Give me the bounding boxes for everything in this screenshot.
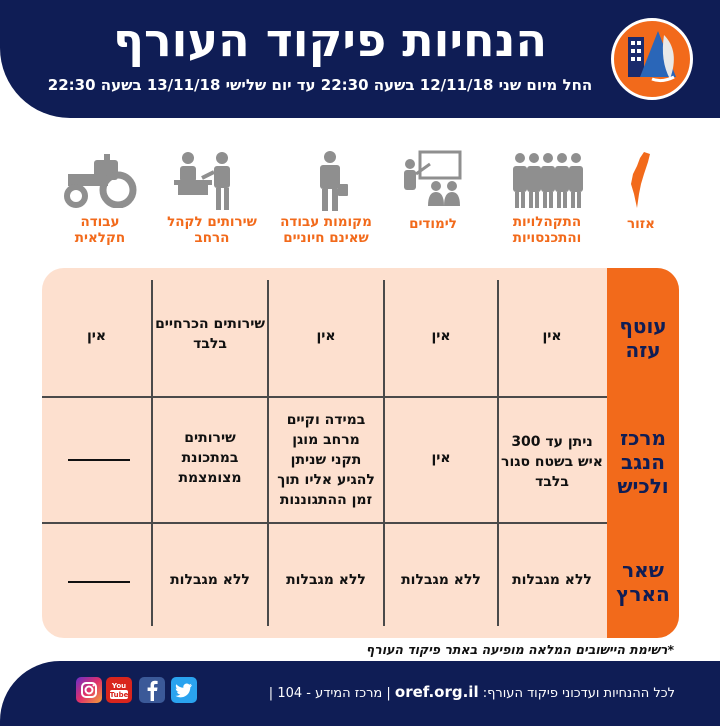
footer-prefix: לכל ההנחיות ועדכוני פיקוד העורף:: [482, 686, 675, 701]
crowd-icon: [508, 150, 588, 216]
cell-rest-public-services: ללא מגבלות: [170, 572, 250, 588]
cell-gaza-public-services: שירותים הכרחיים בלבד: [155, 316, 265, 352]
instagram-icon[interactable]: [76, 677, 102, 703]
page-subtitle: החל מיום שני 12/11/18 בשעה 22:30 עד יום שלישי 13/11/18 בשעה 22:30: [47, 76, 593, 94]
col-label-gatherings: התקהלויות והתכנסויות: [512, 214, 582, 246]
row-label-central-negev-lachish: מרכז הנגב ולכיש: [617, 426, 669, 498]
cell-gaza-workplaces: אין: [316, 328, 336, 344]
cell-rest-agriculture-dash: [68, 581, 130, 583]
svg-text:You: You: [111, 682, 127, 690]
footer-info-center: | מרכז המידע - 104 |: [268, 686, 391, 701]
grid-divider: [42, 396, 607, 398]
cell-gaza-gatherings: אין: [542, 328, 562, 344]
youtube-icon[interactable]: [106, 677, 132, 703]
col-label-education: לימודים: [409, 216, 457, 232]
cell-negev-workplaces: במידה וקיים מרחב מוגן תקני שניתן להגיע אליו תוך זמן ההתגוננות: [277, 412, 375, 508]
footnote: *רשימת היישובים המלאה מופיעה באתר פיקוד העורף: [365, 642, 674, 657]
cell-rest-gatherings: ללא מגבלות: [512, 572, 592, 588]
col-label-agriculture: עבודה חקלאית: [74, 214, 126, 246]
guidelines-table: [42, 268, 679, 638]
twitter-icon[interactable]: [171, 677, 197, 703]
logo-emblem-icon: [614, 21, 690, 97]
tractor-icon: [60, 152, 138, 212]
worker-briefcase-icon: [312, 150, 348, 216]
home-front-command-logo: [611, 18, 693, 100]
cell-negev-education: אין: [431, 450, 451, 466]
cell-negev-agriculture-dash: [68, 459, 130, 461]
row-label-rest-of-country: שאר הארץ: [616, 558, 670, 606]
grid-divider: [42, 522, 607, 524]
col-label-area: אזור: [627, 216, 655, 232]
public-services-icon: [174, 150, 238, 214]
cell-negev-public-services: שירותים במתכונת מצומצמת: [178, 430, 242, 486]
row-label-gaza-envelope: עוטף עזה: [619, 314, 667, 362]
cell-gaza-agriculture: אין: [86, 328, 107, 344]
footer-text: [255, 682, 675, 704]
cell-rest-workplaces: ללא מגבלות: [286, 572, 366, 588]
svg-text:Tube: Tube: [109, 691, 129, 699]
israel-map-icon: [624, 150, 658, 214]
col-label-workplaces: מקומות עבודה שאינם חיוניים: [280, 214, 372, 246]
footer-url-link[interactable]: oref.org.il: [394, 683, 479, 701]
page-title: הנחיות פיקוד העורף: [112, 13, 548, 67]
facebook-icon[interactable]: [139, 677, 165, 703]
classroom-icon: [400, 150, 466, 210]
col-label-public-services: שירותים לקהל הרחב: [167, 214, 257, 246]
cell-gaza-education: אין: [431, 328, 451, 344]
cell-rest-education: ללא מגבלות: [401, 572, 481, 588]
cell-negev-gatherings: ניתן עד 300 איש בשטח סגור בלבד: [501, 434, 603, 490]
